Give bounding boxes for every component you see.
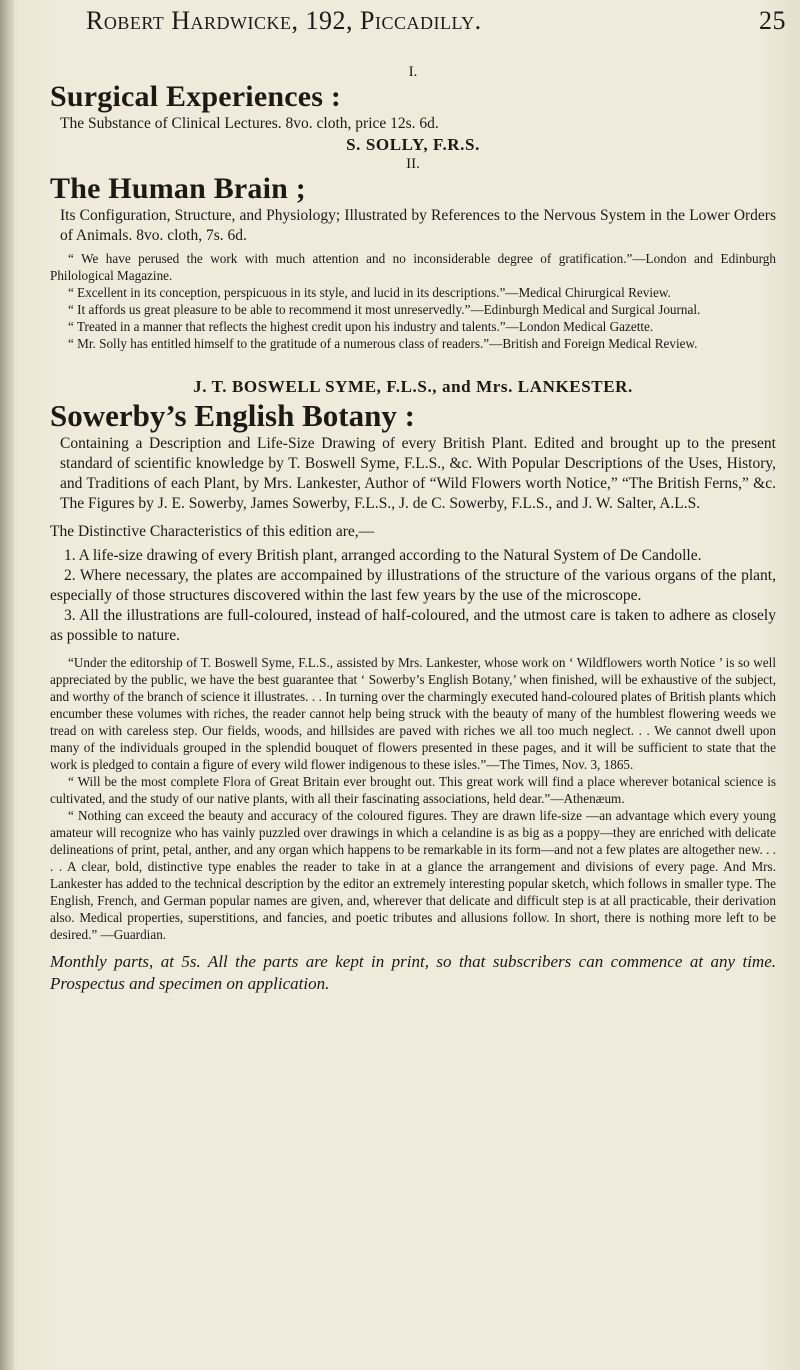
review-quote: “ It affords us great pleasure to be able to recommend it most unreservedly.”—Edinburgh Medical and Surgical Journal. [68, 302, 701, 317]
book-english-botany [50, 376, 776, 995]
review-quote: “ Excellent in its conception, perspicuous in its style, and lucid in its descriptions.”—Medical Chirurgical Review. [68, 285, 671, 300]
review-quote: “Under the editorship of T. Boswell Syme, F.L.S., assisted by Mrs. Lankester, whose work on ‘ Wildflowers worth Notice ’ is so well appreciated by the public, we have the best guarantee that ‘ Sowerby’s English Botany,’ when finished, will be exhaustive of the subject, and worthy of the branch of science it illustrates. . . In turning over the charmingly executed hand-coloured plates of British plants which encumber these volumes with riches, the reader cannot help being struck with the beauty of many of the humblest flowering weeds we tread on with careless step. Our fields, woods, and hillsides are paved with riches we all too much neglect. . . We cannot dwell upon many of the individuals grouped in the splendid bouquet of flowers presented in these pages, and it will be sufficient to state that the work is pledged to contain a figure of every wild flower indigenous to these isles.”—The Times, Nov. 3, 1865. [50, 655, 776, 772]
subscription-note: Monthly parts, at 5s. All the parts are kept in print, so that subscribers can commence at any time. Prospectus and specimen on application. [50, 952, 776, 993]
publisher-address: Robert Hardwicke, 192, Piccadilly. [86, 6, 482, 35]
book-subtitle: The Substance of Clinical Lectures. 8vo. cloth, price 12s. 6d. [60, 115, 439, 132]
book-description: Its Configuration, Structure, and Physiology; Illustrated by References to the Nervous System in the Lower Orders of Animals. 8vo. cloth, 7s. 6d. [60, 207, 776, 244]
book-surgical-experiences [50, 64, 776, 156]
book-title: Sowerby’s English Botany : [50, 398, 415, 433]
characteristic-item: 2. Where necessary, the plates are accompained by illustrations of the structure of the various organs of the plant, especially of those structures discovered within the last few years by the use of the microscope. [50, 567, 776, 604]
page-number: 25 [759, 6, 786, 35]
section-numeral: II. [406, 156, 420, 172]
book-human-brain [50, 156, 776, 352]
review-quote: “ Treated in a manner that reflects the highest credit upon his industry and talents.”—London Medical Gazette. [68, 319, 654, 334]
characteristics-intro: The Distinctive Characteristics of this edition are,— [50, 523, 375, 540]
review-quote: “ Nothing can exceed the beauty and accuracy of the coloured figures. They are drawn life-size —an advantage which every young amateur will recognize who has vainly puzzled over drawings in which a celandine is as big as a poppy—they are enriched with delicate delineations of print, petal, anther, and any organ which happens to be remarkable in its form—and not a few plates are altogether new. . . . . A clear, bold, distinctive type enables the reader to take in at a glance the arrangement and divisions of every page. And Mrs. Lankester has added to the technical description by the editor an extremely interesting popular sketch, which follows in smaller type. The English, French, and German popular names are given, and, wherever that delicate and difficult step is at all practicable, their derivation also. Medical properties, superstitions, and fancies, and poetic tributes and allusions follow. In short, there is nothing more left to be desired.” —Guardian. [50, 808, 776, 942]
characteristic-item: 1. A life-size drawing of every British plant, arranged according to the Natural System of De Candolle. [64, 547, 702, 564]
running-head [86, 6, 786, 36]
review-quote: “ Mr. Solly has entitled himself to the gratitude of a numerous class of readers.”—British and Foreign Medical Review. [68, 336, 698, 351]
book-description: Containing a Description and Life-Size Drawing of every British Plant. Edited and brought up to the present standard of scientific knowledge by T. Boswell Syme, F.L.S., &c. With Popular Descriptions of the Uses, History, and Traditions of each Plant, by Mrs. Lankester, Author of “Wild Flowers worth Notice,” “The British Ferns,” &c. The Figures by J. E. Sowerby, James Sowerby, F.L.S., J. de C. Sowerby, F.L.S., and J. W. Salter, A.L.S. [60, 435, 776, 512]
book-author: S. SOLLY, F.R.S. [346, 135, 480, 154]
section-numeral: I. [408, 64, 418, 80]
book-spine-shadow [0, 0, 14, 1370]
book-title: The Human Brain ; [50, 172, 306, 205]
review-quote: “ Will be the most complete Flora of Great Britain ever brought out. This great work will find a place wherever botanical science is cultivated, and the study of our native plants, with all their fascinating associations, held dear.”—Athenæum. [50, 774, 776, 806]
book-title: Surgical Experiences : [50, 80, 342, 113]
book-authors: J. T. BOSWELL SYME, F.L.S., and Mrs. LANKESTER. [193, 377, 633, 396]
characteristic-item: 3. All the illustrations are full-coloured, instead of half-coloured, and the utmost care is taken to adhere as closely as possible to nature. [50, 607, 776, 644]
review-quote: “ We have perused the work with much attention and no inconsiderable degree of gratification.”—London and Edinburgh Philological Magazine. [50, 251, 776, 283]
advertisement-content [50, 64, 776, 995]
